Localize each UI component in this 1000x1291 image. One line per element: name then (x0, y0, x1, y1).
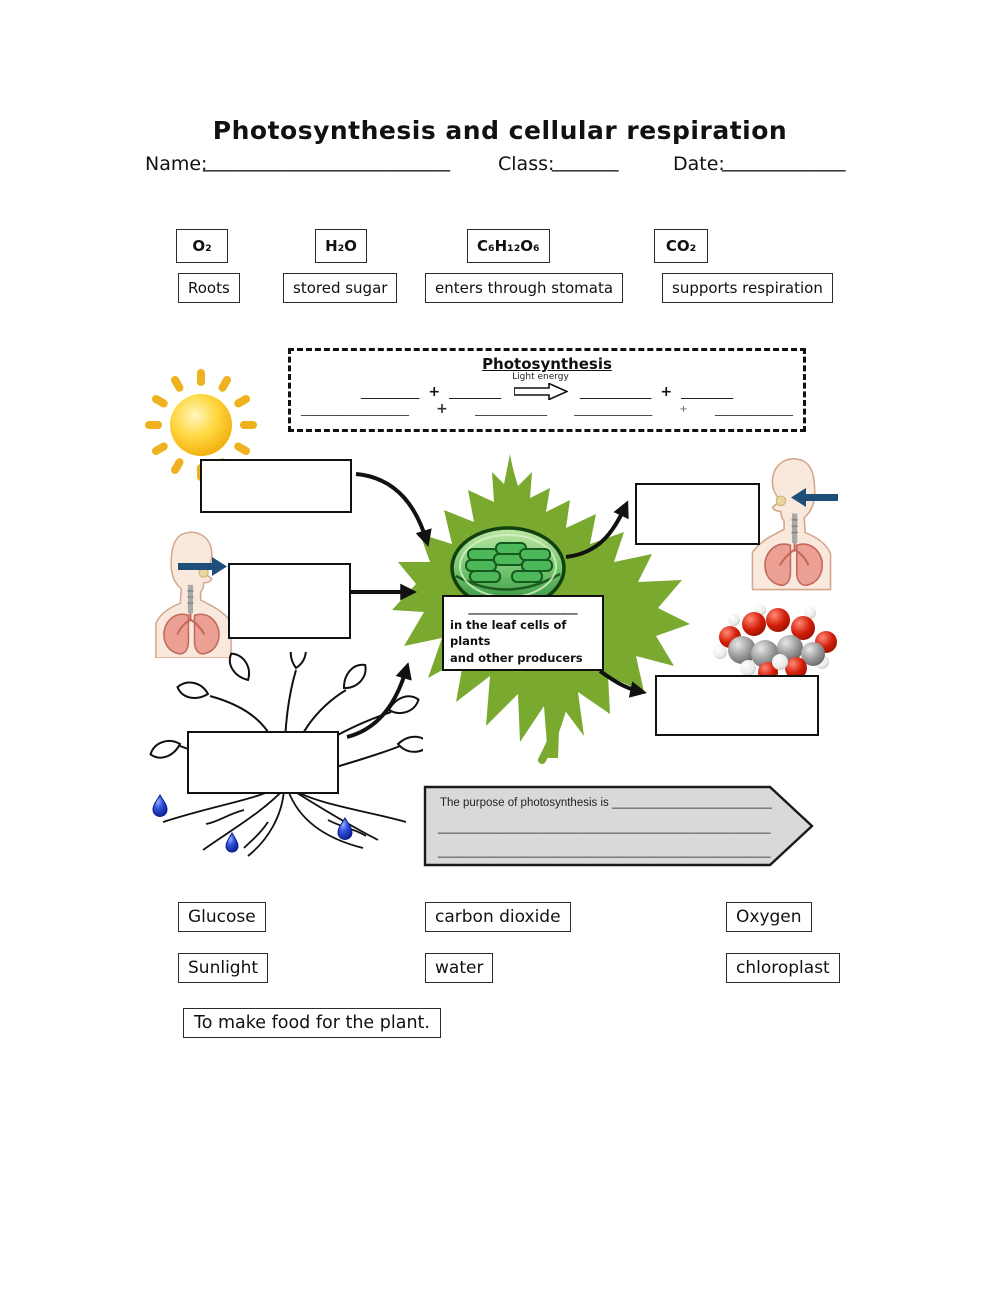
name-label: Name: (145, 153, 208, 175)
plus-sign: + (436, 401, 448, 417)
date-blank[interactable]: _____________ (722, 150, 846, 172)
plus-sign: + (679, 403, 688, 415)
equation-blank-3[interactable]: ___________ (579, 385, 652, 400)
caption-line-2: and other producers (450, 651, 583, 666)
definition-card-roots[interactable]: Roots (178, 273, 240, 303)
class-label: Class: (498, 153, 555, 175)
answer-box-sunlight[interactable] (200, 459, 352, 513)
definition-card-supports-respiration[interactable]: supports respiration (662, 273, 833, 303)
chloroplast-caption-box (442, 595, 604, 671)
chloroplast-blank[interactable]: ___________________ (468, 601, 578, 615)
answer-box-oxygen[interactable] (635, 483, 760, 545)
word-bank-water[interactable]: water (425, 953, 493, 983)
right-block-arrow-icon (514, 383, 568, 400)
formula-card-h2o[interactable]: H₂O (315, 229, 367, 263)
date-label: Date: (673, 153, 725, 175)
plus-sign: + (428, 384, 441, 400)
word-bank-carbon-dioxide[interactable]: carbon dioxide (425, 902, 571, 932)
equation-blank-2[interactable]: ________ (449, 385, 502, 400)
light-energy-label: Light energy (512, 372, 569, 382)
answer-box-glucose[interactable] (655, 675, 819, 736)
word-bank-oxygen[interactable]: Oxygen (726, 902, 812, 932)
formula-card-o2[interactable]: O₂ (176, 229, 228, 263)
class-blank[interactable]: _______ (552, 150, 619, 172)
word-bank-chloroplast[interactable]: chloroplast (726, 953, 840, 983)
name-blank[interactable]: __________________________ (203, 150, 450, 172)
purpose-banner-line1 (440, 797, 772, 809)
word-bank-glucose[interactable]: Glucose (178, 902, 266, 932)
equation-word-blank-2[interactable]: ____________ (475, 402, 548, 416)
definition-card-enters-stomata[interactable]: enters through stomata (425, 273, 623, 303)
purpose-blank-2[interactable]: ____________________________________________________ (438, 822, 771, 834)
page-title: Photosynthesis and cellular respiration (212, 116, 788, 145)
purpose-blank-1[interactable]: _________________________ (611, 797, 772, 809)
equation-title: Photosynthesis (482, 355, 612, 373)
equation-blank-1[interactable]: _________ (360, 385, 420, 400)
caption-line-1: in the leaf cells of plants (450, 617, 567, 649)
statement-card[interactable]: To make food for the plant. (183, 1008, 441, 1038)
answer-box-carbon-dioxide[interactable] (228, 563, 351, 639)
equation-blank-4[interactable]: ________ (681, 385, 734, 400)
answer-box-water[interactable] (187, 731, 339, 794)
equation-word-blank-3[interactable]: _____________ (574, 402, 653, 416)
purpose-lead-text: The purpose of photosynthesis is (440, 797, 609, 809)
equation-word-blank-4[interactable]: _____________ (714, 402, 793, 416)
plus-sign: + (660, 384, 673, 400)
equation-word-blank-1[interactable]: __________________ (301, 402, 409, 416)
formula-card-c6h12o6[interactable]: C₆H₁₂O₆ (467, 229, 550, 263)
photosynthesis-equation-box (288, 348, 806, 432)
human-respiratory-left (146, 528, 241, 658)
word-bank-sunlight[interactable]: Sunlight (178, 953, 268, 983)
definition-card-stored-sugar[interactable]: stored sugar (283, 273, 397, 303)
purpose-blank-3[interactable]: ____________________________________________________ (438, 846, 771, 858)
light-energy-arrow (512, 373, 569, 400)
formula-card-co2[interactable]: CO₂ (654, 229, 708, 263)
